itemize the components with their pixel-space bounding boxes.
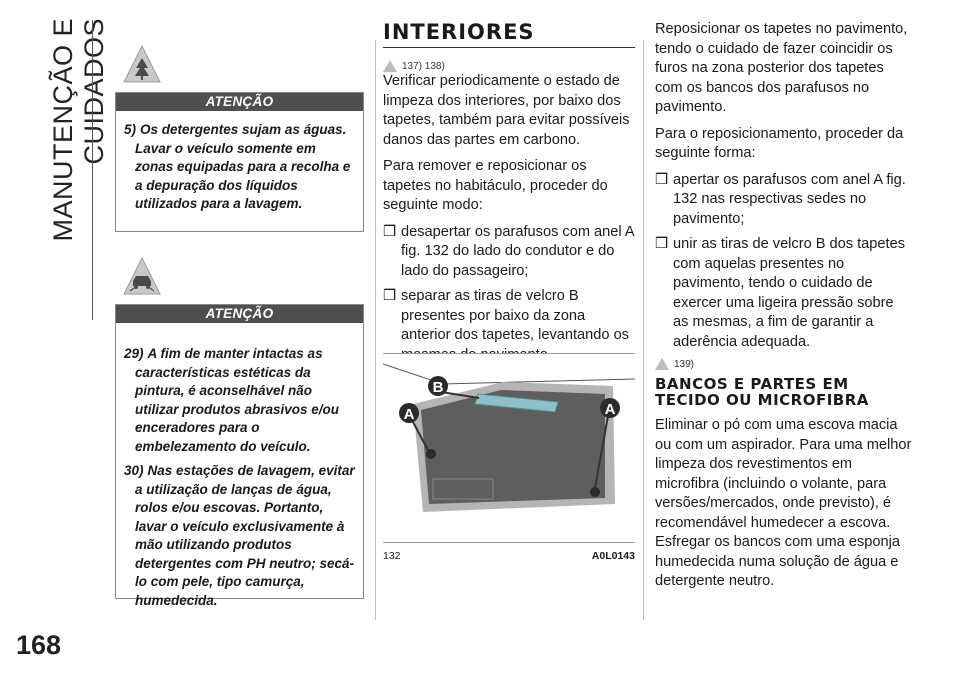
bullet-item: ❒ apertar os parafusos com anel A fig. 132 nas respectivas sedes no pavimento; [655, 171, 906, 227]
figure-label-b: B [432, 379, 444, 396]
figure-code: A0L0143 [591, 550, 635, 562]
column-divider [375, 40, 376, 620]
warning-ref-icon [655, 358, 669, 370]
car-warning-icon [122, 256, 162, 296]
figure-number: 132 [383, 550, 401, 562]
section-heading-interiores: INTERIORES [383, 20, 635, 48]
warning-box-1 [115, 92, 364, 232]
warning-note: 5) Os detergentes sujam as águas. Lavar o veículo somente em zonas equipadas para a recolha e a depuração dos líquidos utilizados para a lavagem. [124, 122, 351, 211]
bullet-item: ❒ separar as tiras de velcro B presentes por baixo da zona anterior dos tapetes, levantando os [383, 288, 629, 343]
warning-ref-icon [383, 60, 397, 72]
section-title: MANUTENÇÃO E CUIDADOS [48, 18, 109, 242]
bullet-item: ❒ unir as tiras de velcro B dos tapetes com aquelas presentes no pavimento, tendo o cuidado de exercer uma ligeira pressão sobre as mesmas, a fim de garantir a aderência adequada. [655, 236, 905, 350]
warning-note: 29) A fim de manter intactas as características estéticas da pintura, é aconselhável não utilizar produtos abrasivos e/ou enceradores para o embelezamento do veículo. [124, 346, 340, 454]
warning-heading: ATENÇÃO [116, 305, 363, 323]
right-column-text [655, 20, 913, 599]
reference-marker: 139) [655, 358, 913, 370]
side-divider [92, 20, 93, 320]
reference-marker: 137) 138) [383, 60, 635, 72]
paragraph: Reposicionar os tapetes no pavimento, tendo o cuidado de fazer coincidir os furos na zona posterior dos tapetes com os bancos dos parafusos no pavimento. [655, 21, 908, 115]
interiores-text [383, 60, 635, 371]
figure-caption [383, 550, 635, 562]
figure-label-a: A [403, 406, 415, 423]
paragraph: Verificar periodicamente o estado de limpeza dos interiores, por baixo dos tapetes, também para evitar possíveis danos das partes em carbono. [383, 73, 630, 148]
warning-note: 30) Nas estações de lavagem, evitar a utilização de lanças de água, rolos e/ou escovas. Portanto, lavar o veículo exclusivamente à mão utilizando produtos detergentes com PH neutro; secá-lo com pele, tipo camurça, humedecida. [124, 463, 355, 608]
figure-label-a: A [604, 401, 616, 418]
figure-132 [383, 353, 635, 562]
warning-sign-icon [122, 44, 162, 84]
warning-box-2 [115, 304, 364, 608]
page-number: 168 [16, 630, 62, 660]
paragraph: Eliminar o pó com uma escova macia ou com um aspirador. Para uma melhor limpeza dos revestimentos em microfibra (incluindo o volante, para versões/mercados, onde previsto), é recomendável humedecer a escova. Esfregar os bancos com uma esponja humedecida numa solução de água e detergente neutro. [655, 417, 912, 589]
warning-heading: ATENÇÃO [116, 93, 363, 111]
bullet-item: ❒ desapertar os parafusos com anel A fig. 132 do lado do condutor e do lado do passageiro; [383, 223, 634, 279]
floor-mat-illustration [383, 354, 635, 542]
paragraph: Para o reposicionamento, proceder da seguinte forma: [655, 125, 904, 161]
section-heading-bancos: BANCOS E PARTES EM TECIDO OU MICROFIBRA [655, 375, 869, 409]
paragraph: Para remover e reposicionar os tapetes no habitáculo, proceder do seguinte modo: [383, 158, 608, 213]
column-divider [643, 40, 644, 620]
